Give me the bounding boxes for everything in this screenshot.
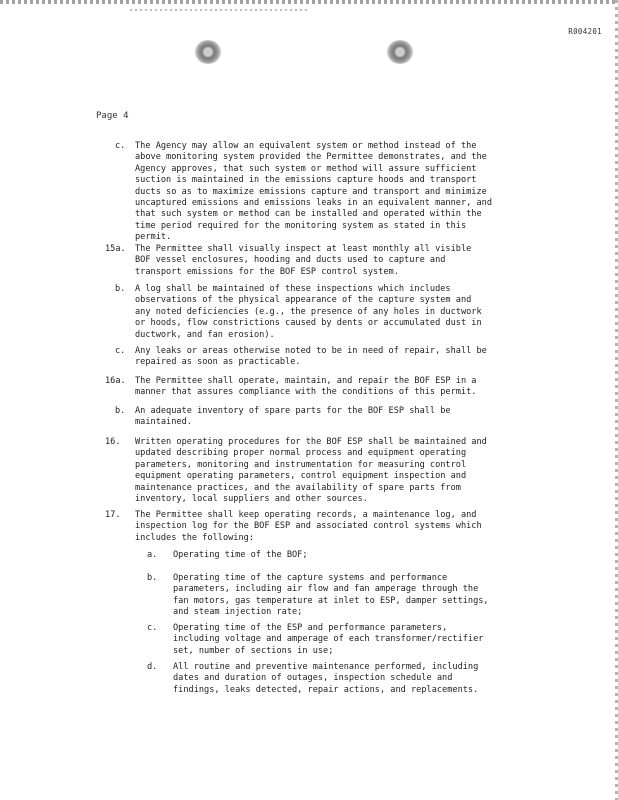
item-marker: d.: [147, 662, 158, 672]
item-text: The Permittee shall operate, maintain, and repair the BOF ESP in a manner that assures compliance with the conditions of this permit.: [135, 376, 477, 398]
item-marker: c.: [115, 346, 126, 356]
item-text: All routine and preventive maintenance performed, including dates and duration of outages, inspection schedule and findings, leaks detected, repair actions, and replacements.: [173, 662, 479, 695]
scan-artifact-top-2: [130, 9, 310, 11]
punch-hole-left-icon: [195, 40, 221, 64]
item-text: Written operating procedures for the BOF ESP shall be maintained and updated describing proper normal process and equipment operating parameters, monitoring and instrumentation for measuring control equipment operating parameters, control equipment inspection and maintenance practices, and the availability of spare parts from inventory, local suppliers and other sources.: [135, 437, 487, 505]
item-text: The Agency may allow an equivalent system or method instead of the above monitoring system provided the Permittee demonstrates, and the Agency approves, that such system or method will assure sufficient suction is maintained in the emissions capture hoods and transport ducts so as to maximize emissions capture and transport and minimize uncaptured emissions and emissions leaks in an equivalent manner, and that such system or method can be installed and operated within the time period required for the monitoring system as stated in this permit.: [135, 141, 492, 243]
item-marker: b.: [147, 573, 158, 583]
item-text: Operating time of the capture systems and performance parameters, including air flow and fan amperage through the fan motors, gas temperature at inlet to ESP, damper settings, and steam injection rate;: [173, 573, 489, 618]
item-marker: 17.: [105, 510, 121, 520]
punch-hole-right-icon: [387, 40, 413, 64]
item-marker: c.: [115, 141, 126, 151]
item-text: An adequate inventory of spare parts for the BOF ESP shall be maintained.: [135, 406, 451, 428]
document-id: R004201: [568, 27, 602, 36]
item-marker: 16.: [105, 437, 121, 447]
item-marker: 15a.: [105, 244, 126, 254]
item-marker: 16a.: [105, 376, 126, 386]
item-text: Operating time of the BOF;: [173, 550, 308, 560]
page-label: Page 4: [96, 111, 129, 121]
item-text: Operating time of the ESP and performance parameters, including voltage and amperage of each transformer/rectifier set, number of sections in use;: [173, 623, 484, 656]
item-marker: c.: [147, 623, 158, 633]
item-text: Any leaks or areas otherwise noted to be in need of repair, shall be repaired as soon as practicable.: [135, 346, 487, 368]
item-marker: b.: [115, 284, 126, 294]
item-text: The Permittee shall visually inspect at least monthly all visible BOF vessel enclosures, hooding and ducts used to capture and transport emissions for the BOF ESP control system.: [135, 244, 472, 277]
item-text: A log shall be maintained of these inspections which includes observations of the physical appearance of the capture system and any noted deficiencies (e.g., the presence of any holes in ductwork or hoods, flow constrictions caused by dents or accumulated dust in ductwork, and fan erosion).: [135, 284, 482, 340]
item-marker: b.: [115, 406, 126, 416]
item-marker: a.: [147, 550, 158, 560]
scan-artifact-top: [0, 0, 618, 4]
item-text: The Permittee shall keep operating records, a maintenance log, and inspection log for the BOF ESP and associated control systems which includes the following:: [135, 510, 482, 543]
